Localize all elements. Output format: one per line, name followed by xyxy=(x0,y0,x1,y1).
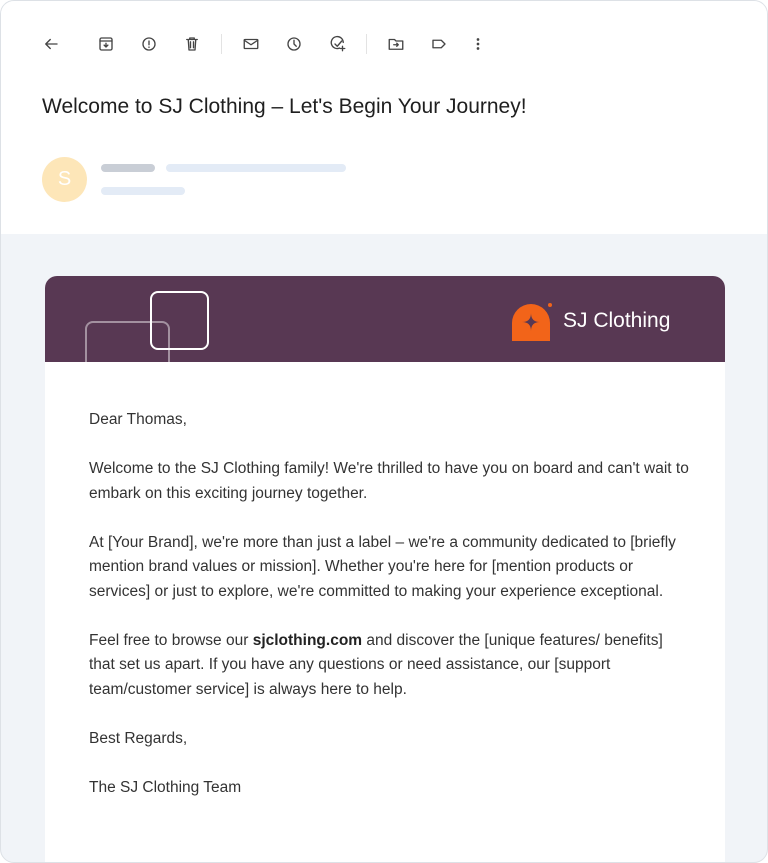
brand-banner xyxy=(45,276,725,362)
delete-icon[interactable] xyxy=(182,34,202,54)
snooze-icon[interactable] xyxy=(284,34,304,54)
sender-email-placeholder xyxy=(166,164,346,172)
email-header xyxy=(1,1,767,234)
closing: Best Regards, xyxy=(89,729,188,747)
move-to-icon[interactable] xyxy=(386,34,406,54)
brand-logo-icon xyxy=(511,301,553,343)
brand-name: SJ Clothing xyxy=(563,309,671,332)
mark-unread-icon[interactable] xyxy=(241,34,261,54)
back-icon[interactable] xyxy=(41,34,61,54)
sender-avatar[interactable]: S xyxy=(42,157,87,202)
more-icon[interactable] xyxy=(468,34,488,54)
website-link[interactable]: sjclothing.com xyxy=(252,631,363,649)
divider xyxy=(221,34,222,54)
email-body xyxy=(89,408,689,825)
decorative-square xyxy=(150,291,209,350)
email-content-card xyxy=(45,276,725,863)
sender-name-placeholder xyxy=(101,164,155,172)
paragraph xyxy=(89,629,689,703)
text: Feel free to browse our xyxy=(89,631,253,649)
greeting: Dear Thomas, xyxy=(89,411,187,428)
paragraph: At [Your Brand], we're more than just a label – we're a community dedicated to [briefly mention brand values or mission]. Whether you're here for [mention products or services] or just to explore, we're committed to making your experience exceptional. xyxy=(89,533,676,600)
label-icon[interactable] xyxy=(429,34,449,54)
signature: The SJ Clothing Team xyxy=(89,778,242,796)
divider xyxy=(366,34,367,54)
archive-icon[interactable] xyxy=(96,34,116,54)
text: and discover the [unique features/ benefits] that set us apart. If you have any questions or need assistance, our [support team/customer service] is always here to help. xyxy=(89,631,663,698)
email-subject: Welcome to SJ Clothing – Let's Begin Your Journey! xyxy=(42,95,527,118)
add-task-icon[interactable] xyxy=(328,34,348,54)
report-spam-icon[interactable] xyxy=(139,34,159,54)
recipient-placeholder xyxy=(101,187,185,195)
paragraph: Welcome to the SJ Clothing family! We're thrilled to have you on board and can't wait to embark on this exciting journey together. xyxy=(89,460,689,502)
